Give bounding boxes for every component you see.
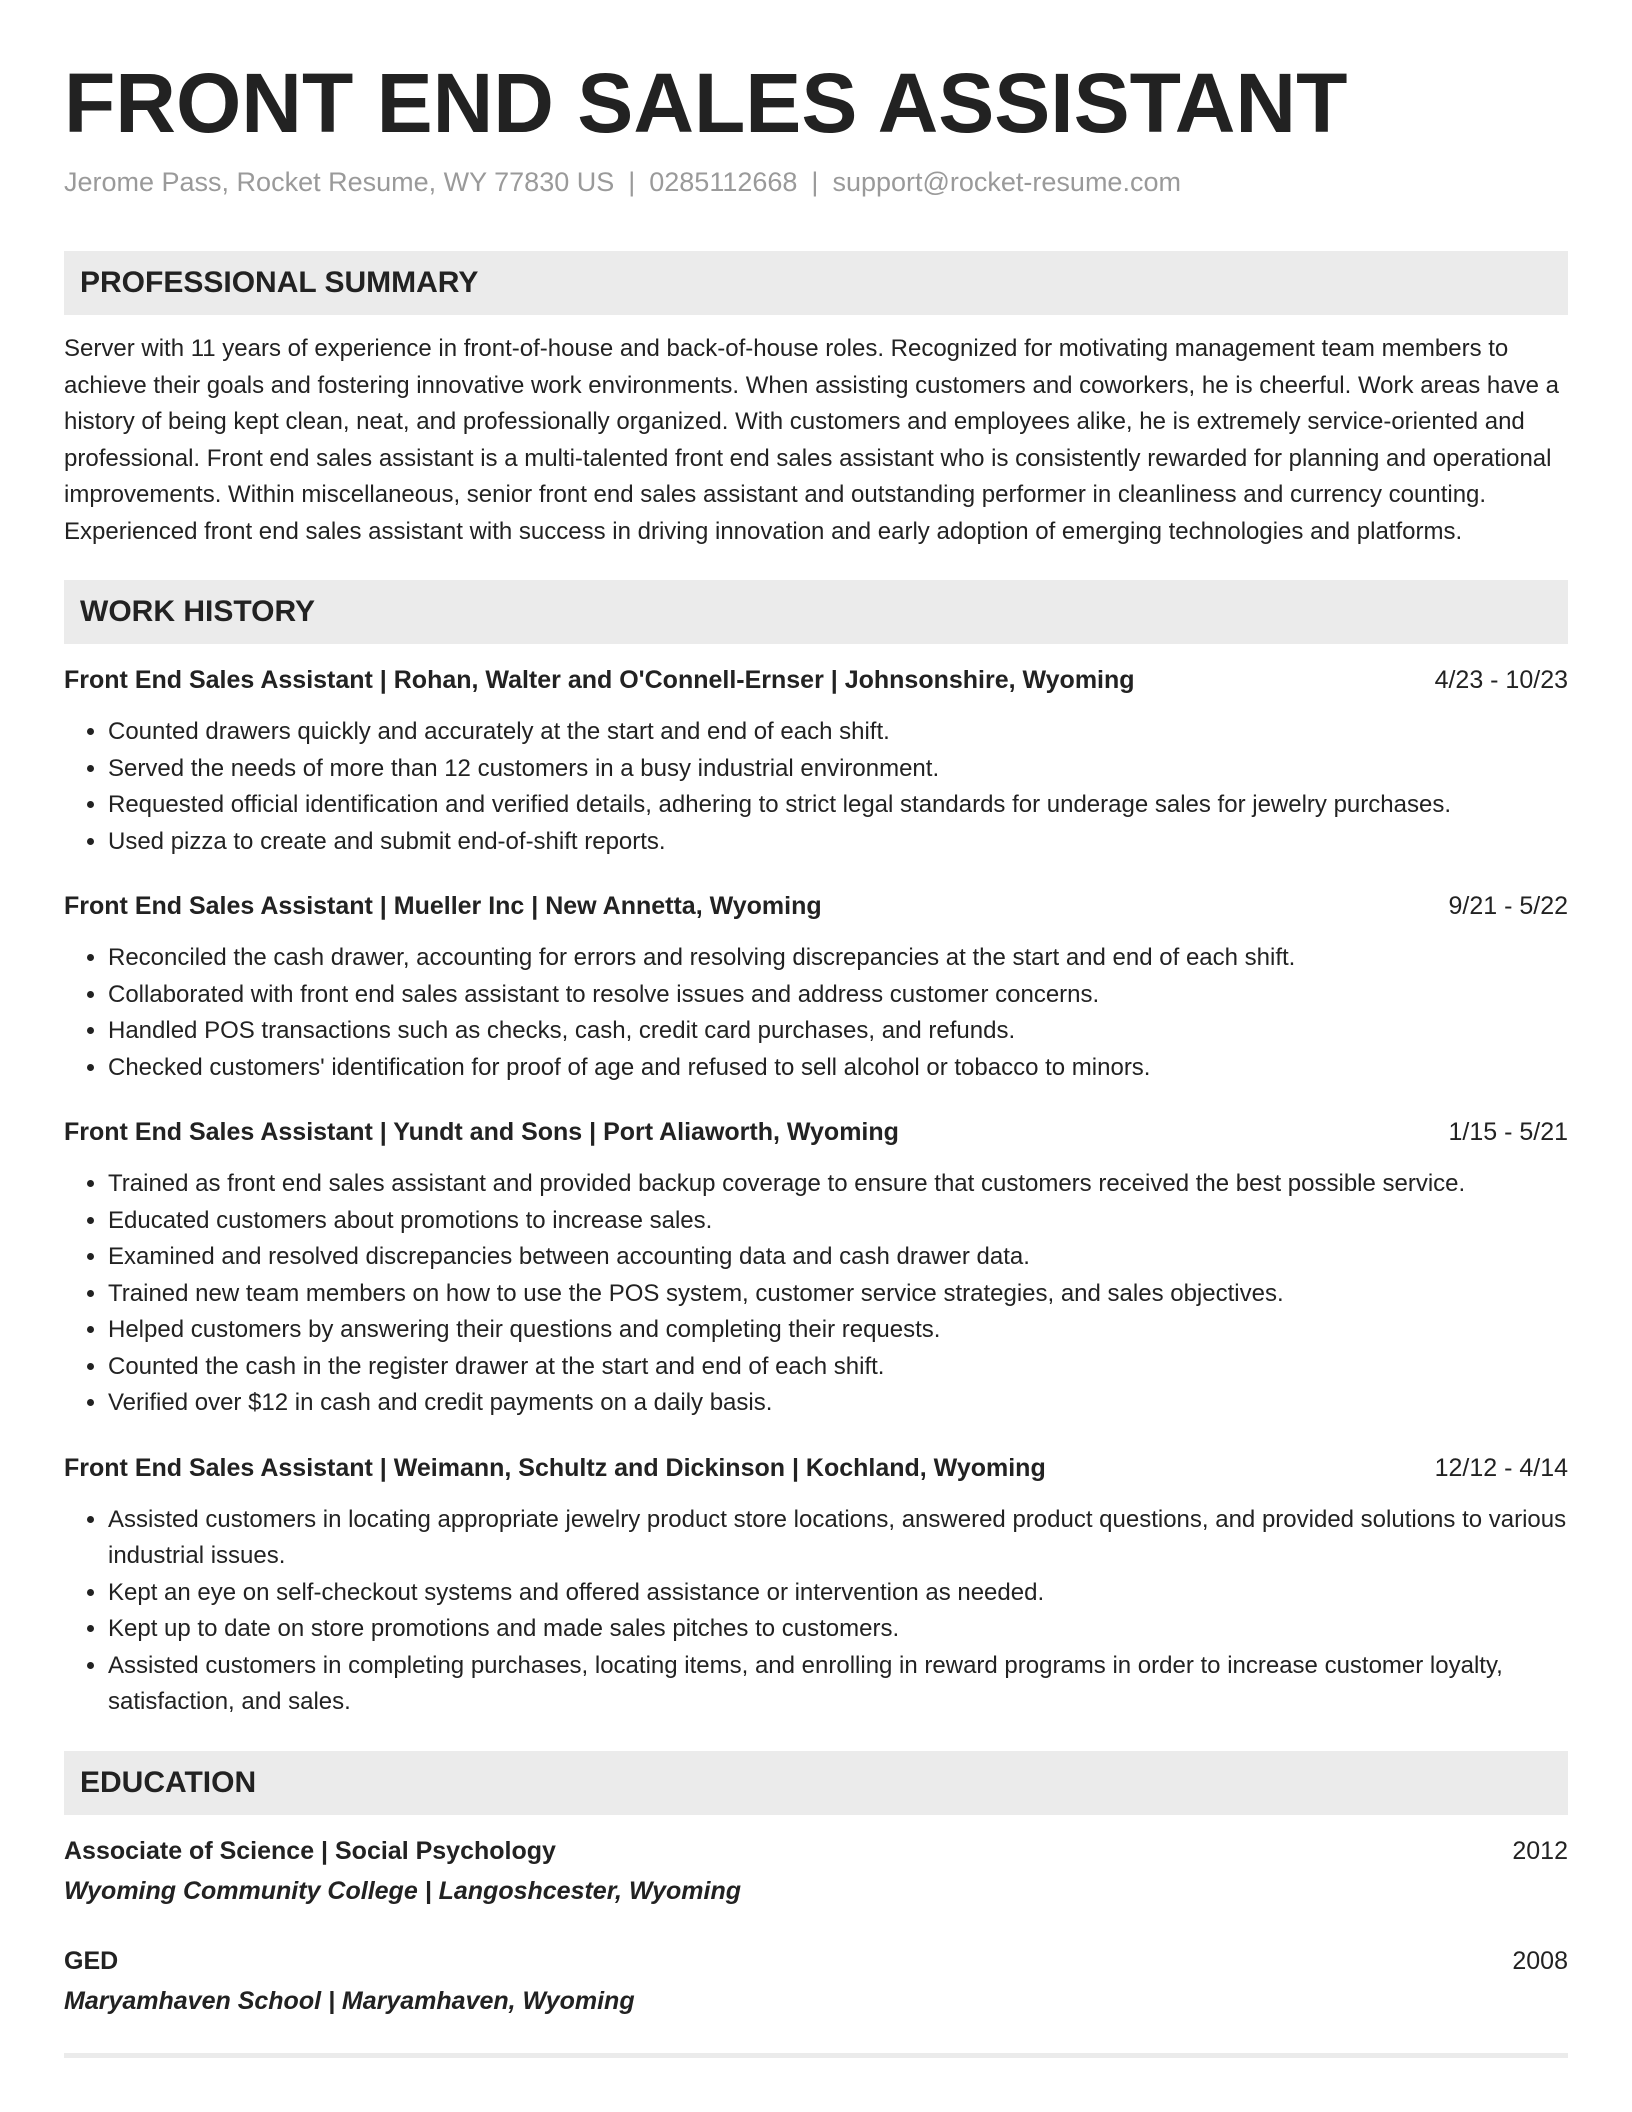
education-header bbox=[64, 1833, 1568, 1869]
job-bullet: • Assisted customers in completing purchases, locating items, and enrolling in reward programs in order to increase customer loyalty, satisfaction, and sales. bbox=[108, 1648, 1568, 1721]
job-header bbox=[64, 1450, 1568, 1486]
job-header bbox=[64, 662, 1568, 698]
job-title: Front End Sales Assistant | Yundt and Sons | Port Aliaworth, Wyoming bbox=[64, 1118, 899, 1146]
job-dates: 9/21 - 5/22 bbox=[1448, 892, 1568, 920]
education-school: Wyoming Community College | Langoshcester, Wyoming bbox=[64, 1876, 741, 1905]
job-bullets bbox=[64, 1166, 1568, 1422]
job-bullet: • Used pizza to create and submit end-of-shift reports. bbox=[108, 824, 1568, 861]
job-entry bbox=[64, 1450, 1568, 1721]
job-bullet: • Assisted customers in locating appropriate jewelry product store locations, answered product questions, and provided solutions to various industrial issues. bbox=[108, 1502, 1568, 1575]
education-entry bbox=[64, 1833, 1568, 1909]
job-title: Front End Sales Assistant | Weimann, Schultz and Dickinson | Kochland, Wyoming bbox=[64, 1453, 1046, 1482]
contact-line bbox=[64, 165, 1568, 199]
job-bullet: • Checked customers' identification for proof of age and refused to sell alcohol or tobacco to minors. bbox=[108, 1050, 1568, 1087]
job-bullet: • Trained as front end sales assistant and provided backup coverage to ensure that customers received the best possible service. bbox=[108, 1166, 1568, 1203]
summary-text: Server with 11 years of experience in front-of-house and back-of-house roles. Recognized for motivating management team members to achieve their goals and fostering innovative work environments. When assisting customers and coworkers, he is cheerful. Work areas have a history of being kept clean, neat, and professionally organized. With customers and employees alike, he is extremely service-oriented and professional. Front end sales assistant is a multi-talented front end sales assistant who is consistently rewarded for planning and operational improvements. Within miscellaneous, senior front end sales assistant and outstanding performer in cleanliness and currency counting. Experienced front end sales assistant with success in driving innovation and early adoption of emerging technologies and platforms. bbox=[64, 335, 1559, 545]
education-degree: Associate of Science | Social Psychology bbox=[64, 1836, 556, 1865]
job-bullet: • Educated customers about promotions to increase sales. bbox=[108, 1203, 1568, 1240]
education-year: 2012 bbox=[1512, 1836, 1568, 1865]
education-header bbox=[64, 1943, 1568, 1979]
job-bullet: • Counted the cash in the register drawer at the start and end of each shift. bbox=[108, 1349, 1568, 1386]
job-dates: 1/15 - 5/21 bbox=[1448, 1118, 1568, 1146]
job-header bbox=[64, 888, 1568, 924]
section-heading-summary: PROFESSIONAL SUMMARY bbox=[64, 251, 1568, 315]
job-bullet: • Helped customers by answering their questions and completing their requests. bbox=[108, 1312, 1568, 1349]
job-bullet: • Served the needs of more than 12 customers in a busy industrial environment. bbox=[108, 751, 1568, 788]
job-bullet: • Collaborated with front end sales assistant to resolve issues and address customer concerns. bbox=[108, 977, 1568, 1014]
job-bullets bbox=[64, 714, 1568, 860]
job-bullet: • Examined and resolved discrepancies between accounting data and cash drawer data. bbox=[108, 1239, 1568, 1276]
contact-address: Jerome Pass, Rocket Resume, WY 77830 US bbox=[64, 167, 615, 197]
job-entry bbox=[64, 888, 1568, 1086]
contact-email: support@rocket-resume.com bbox=[832, 167, 1181, 197]
job-dates: 4/23 - 10/23 bbox=[1434, 666, 1568, 694]
job-bullet: • Requested official identification and verified details, adhering to strict legal standards for underage sales for jewelry purchases. bbox=[108, 787, 1568, 824]
job-bullet: • Verified over $12 in cash and credit payments on a daily basis. bbox=[108, 1385, 1568, 1422]
job-bullet: • Handled POS transactions such as checks, cash, credit card purchases, and refunds. bbox=[108, 1013, 1568, 1050]
contact-separator: | bbox=[811, 167, 819, 197]
job-bullet: • Kept up to date on store promotions and made sales pitches to customers. bbox=[108, 1611, 1568, 1648]
job-dates: 12/12 - 4/14 bbox=[1434, 1453, 1568, 1482]
job-entry bbox=[64, 1114, 1568, 1422]
job-header bbox=[64, 1114, 1568, 1150]
education-school: Maryamhaven School | Maryamhaven, Wyoming bbox=[64, 1986, 635, 2015]
education-degree: GED bbox=[64, 1946, 119, 1975]
resume-title: FRONT END SALES ASSISTANT bbox=[64, 56, 1348, 150]
section-heading-work-history: WORK HISTORY bbox=[64, 580, 1568, 644]
job-bullet: • Counted drawers quickly and accurately at the start and end of each shift. bbox=[108, 714, 1568, 751]
education-entry bbox=[64, 1943, 1568, 2019]
job-bullet: • Reconciled the cash drawer, accounting for errors and resolving discrepancies at the start and end of each shift. bbox=[108, 940, 1568, 977]
job-title: Front End Sales Assistant | Rohan, Walter and O'Connell-Ernser | Johnsonshire, Wyoming bbox=[64, 666, 1135, 694]
bottom-divider bbox=[64, 2053, 1568, 2058]
job-title: Front End Sales Assistant | Mueller Inc | New Annetta, Wyoming bbox=[64, 892, 822, 920]
job-entry bbox=[64, 662, 1568, 860]
education-year: 2008 bbox=[1512, 1946, 1568, 1975]
contact-separator: | bbox=[628, 167, 636, 197]
job-bullets bbox=[64, 1502, 1568, 1721]
job-bullet: • Kept an eye on self-checkout systems and offered assistance or intervention as needed. bbox=[108, 1575, 1568, 1612]
section-heading-education: EDUCATION bbox=[64, 1751, 1568, 1815]
job-bullets bbox=[64, 940, 1568, 1086]
contact-phone: 0285112668 bbox=[649, 167, 798, 197]
job-bullet: • Trained new team members on how to use the POS system, customer service strategies, and sales objectives. bbox=[108, 1276, 1568, 1313]
